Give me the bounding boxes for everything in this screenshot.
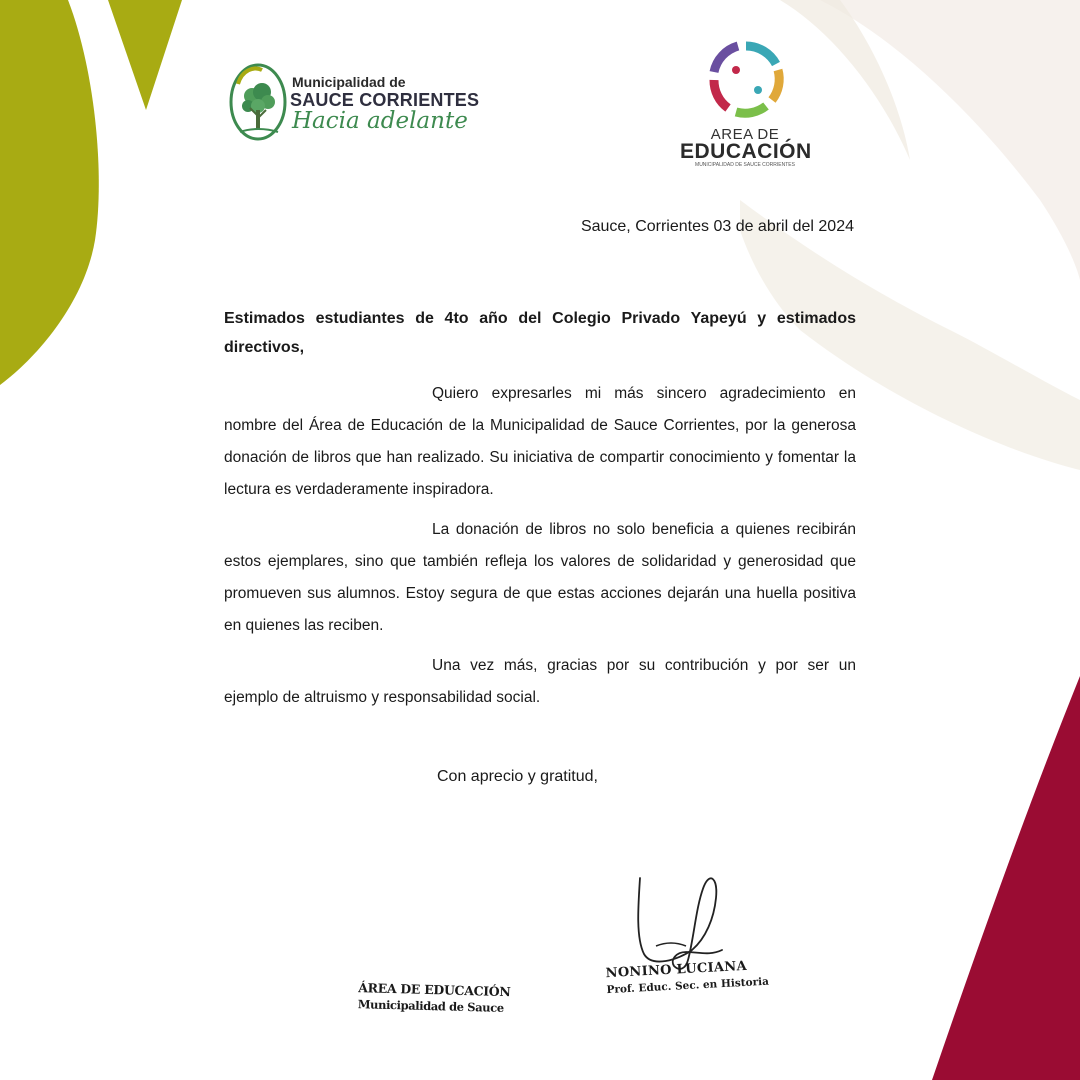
letter-paragraph-2: La donación de libros no solo beneficia a quienes recibirán estos ejemplares, sino que también refleja los valores de solidaridad y generosidad que promueven sus alumnos. Estoy segura de que estas acciones dejarán una huella positiva en quienes las reciben. [224, 521, 856, 634]
stamp-left-line1: ÁREA DE EDUCACIÓN [358, 980, 511, 1000]
municipality-name-line2: SAUCE CORRIENTES [290, 90, 480, 110]
stamp-left-line2: Municipalidad de Sauce [357, 997, 504, 1015]
municipality-name-line1: Municipalidad de [292, 74, 406, 90]
letter-paragraph-3: Una vez más, gracias por su contribución y por ser un ejemplo de altruismo y responsabilidad social. [224, 657, 856, 706]
education-area-logo [680, 40, 810, 172]
education-logo-line2: EDUCACIÓN [680, 140, 812, 163]
letter-paragraph-1: Quiero expresarles mi más sincero agradecimiento en nombre del Área de Educación de la Municipalidad de Sauce Corrientes, por la generosa donación de libros que han realizado. Su iniciativa de compartir conocimiento y fomentar la lectura es verdaderamente inspiradora. [224, 385, 856, 498]
signatory-title: Prof. Educ. Sec. en Historia [606, 975, 770, 997]
letter-date: Sauce, Corrientes 03 de abril del 2024 [580, 218, 854, 235]
education-area-stamp [357, 980, 511, 1015]
education-ring-icon [706, 40, 786, 120]
municipality-logo [228, 60, 478, 142]
education-logo-subtitle: MUNICIPALIDAD DE SAUCE CORRIENTES [695, 162, 795, 168]
letter-salutation: Estimados estudiantes de 4to año del Colegio Privado Yapeyú y estimados directivos, [224, 310, 856, 356]
olive-corner-shape [0, 0, 200, 400]
municipality-slogan: Hacia adelante [292, 108, 468, 134]
education-logo-line1: AREA DE [710, 126, 780, 143]
tree-icon [228, 60, 290, 142]
signatory-name: NONINO LUCIANA [605, 958, 748, 982]
letter-closing: Con aprecio y gratitud, [437, 768, 598, 785]
